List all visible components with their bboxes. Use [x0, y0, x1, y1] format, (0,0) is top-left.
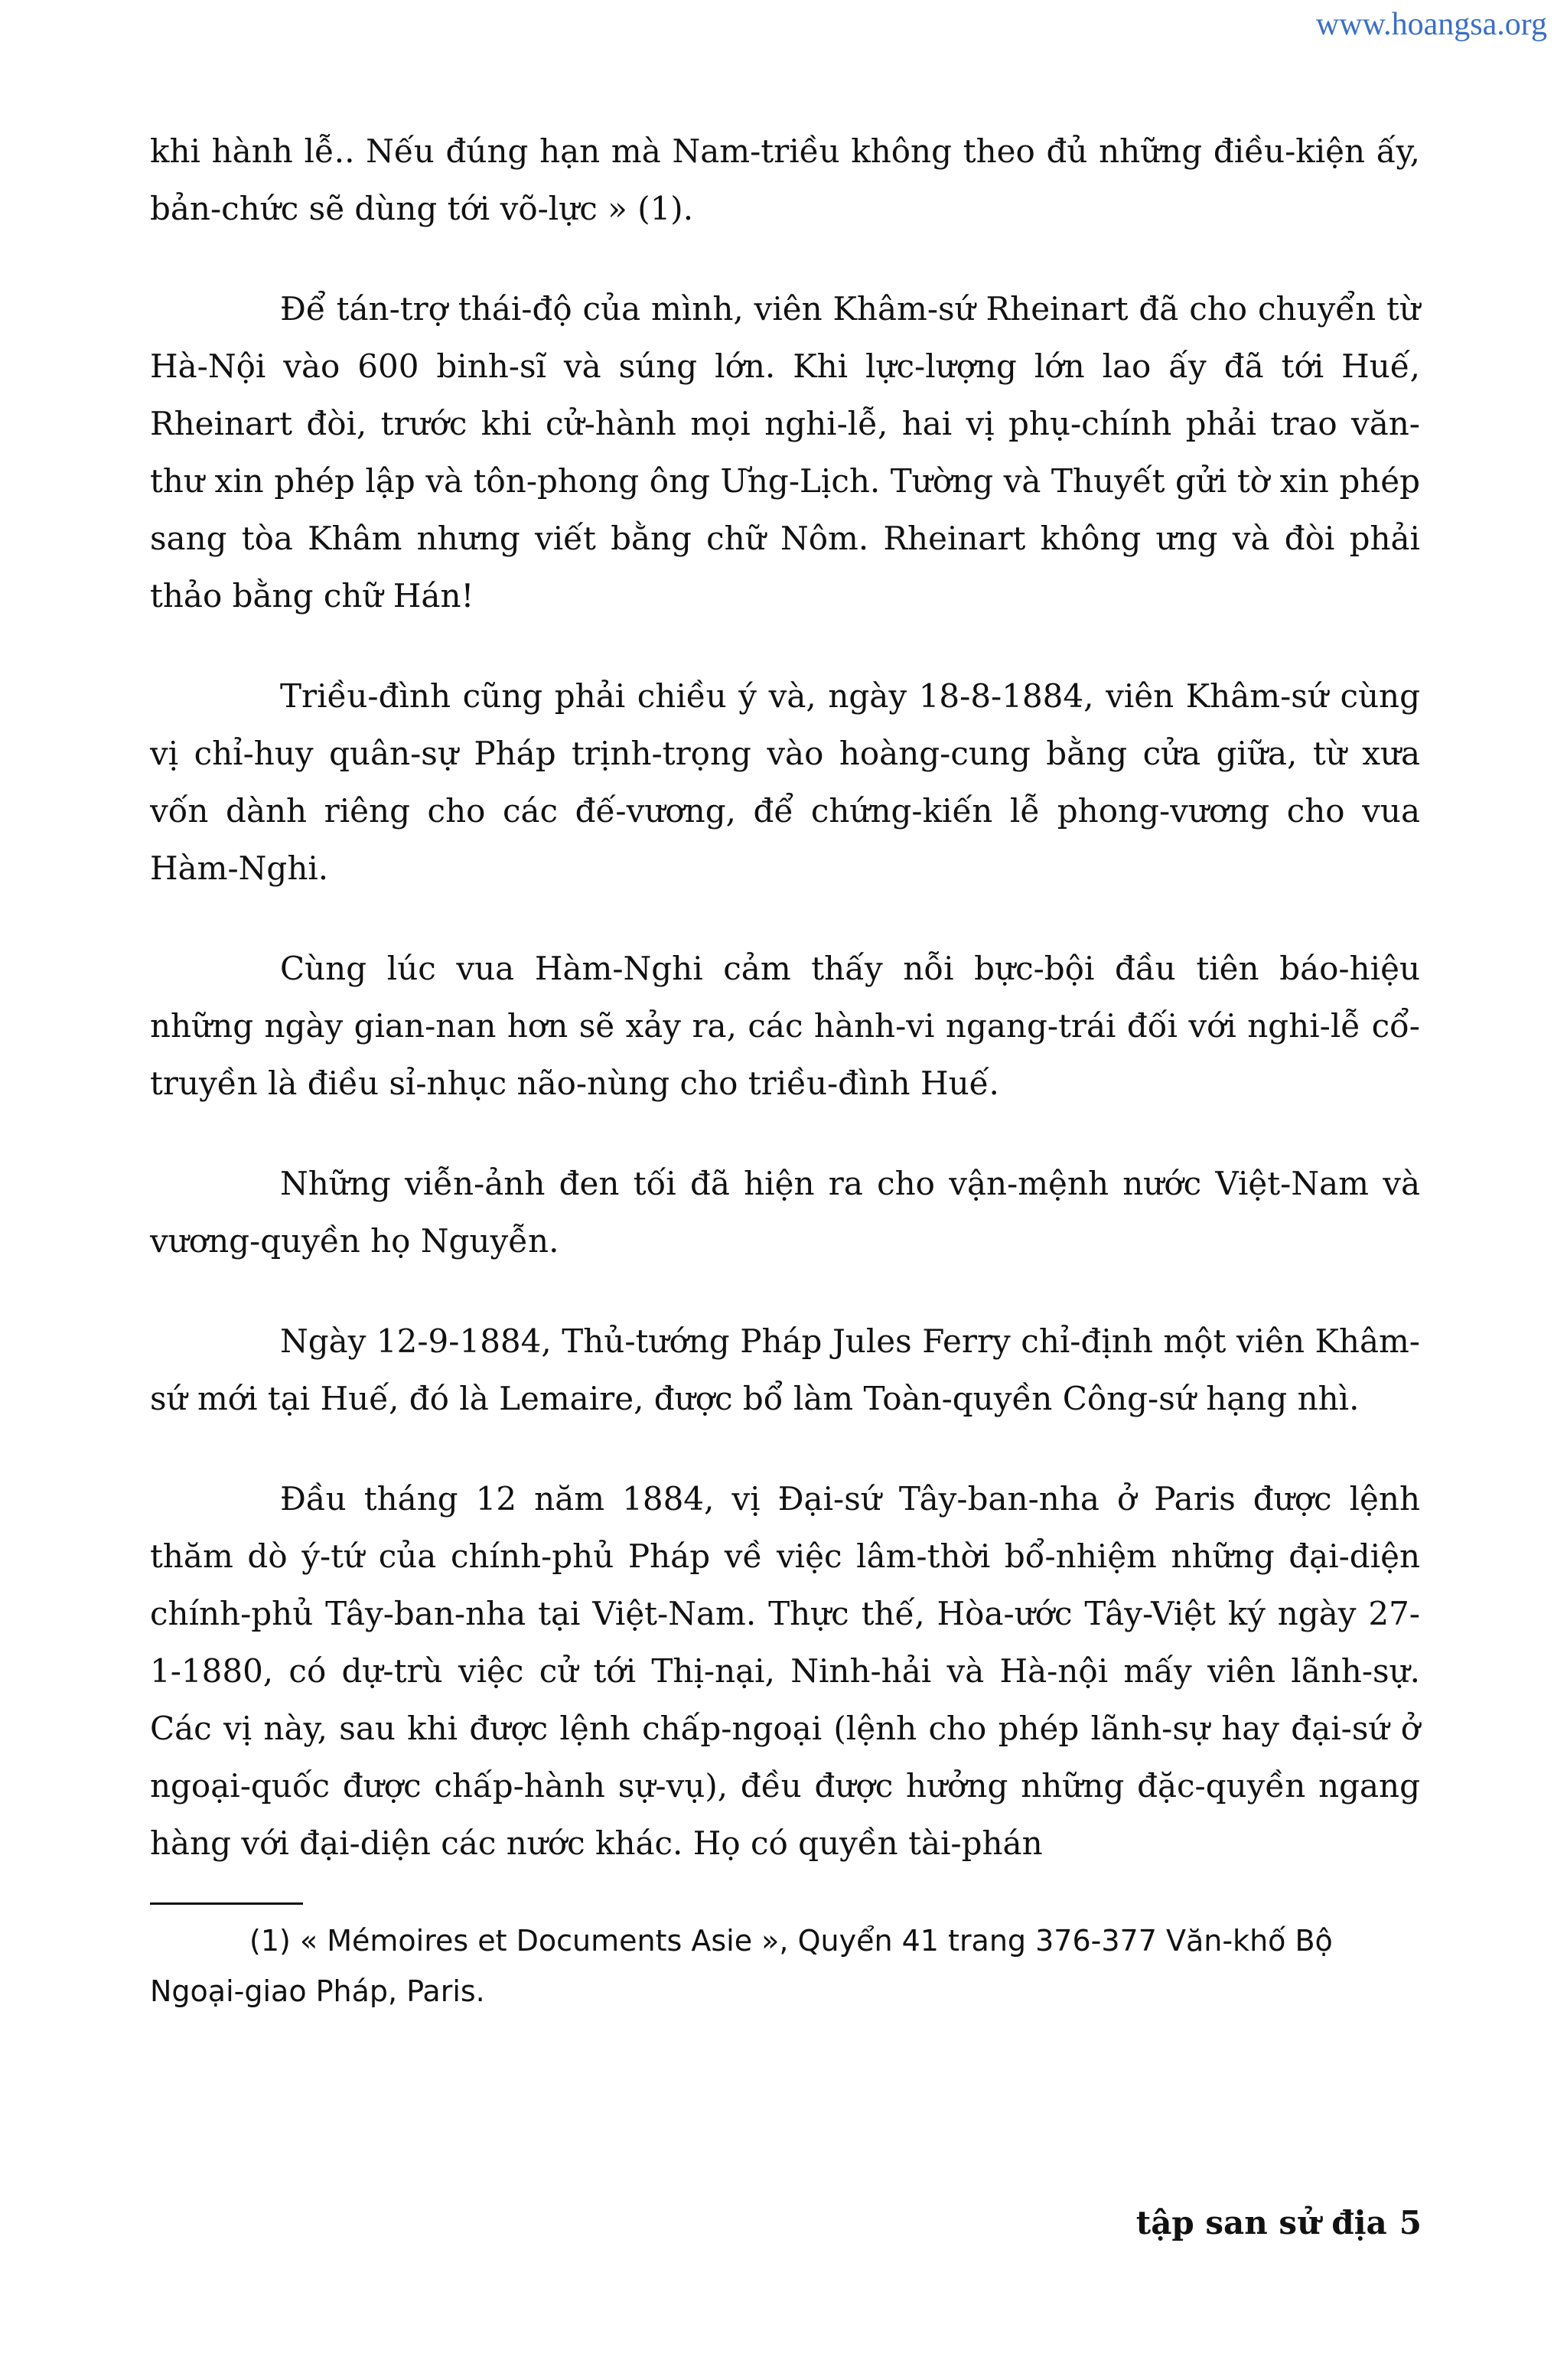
watermark[interactable]: www.hoangsa.org [1315, 7, 1547, 42]
page-body [150, 122, 1420, 2016]
paragraph-5: Những viễn-ảnh đen tối đã hiện ra cho vận-mệnh nước Việt-Nam và vương-quyền họ Nguyễn. [150, 1165, 1420, 1260]
paragraph-3: Triều-đình cũng phải chiều ý và, ngày 18-8-1884, viên Khâm-sứ cùng vị chỉ-huy quân-sự Pháp trịnh-trọng vào hoàng-cung bằng cửa giữa, từ xưa vốn dành riêng cho các đế-vương, để chứng-kiến lễ phong-vương cho vua Hàm-Nghi. [150, 677, 1420, 887]
page-footer [1136, 2204, 1422, 2241]
paragraph-7: Đầu tháng 12 năm 1884, vị Đại-sứ Tây-ban-nha ở Paris được lệnh thăm dò ý-tứ của chính-phủ Pháp về việc lâm-thời bổ-nhiệm những đại-diện chính-phủ Tây-ban-nha tại Việt-Nam. Thực thế, Hòa-ước Tây-Việt ký ngày 27-1-1880, có dự-trù việc cử tới Thị-nại, Ninh-hải và Hà-nội mấy viên lãnh-sự. Các vị này, sau khi được lệnh chấp-ngoại (lệnh cho phép lãnh-sự hay đại-sứ ở ngoại-quốc được chấp-hành sự-vụ), đều được hưởng những đặc-quyền ngang hàng với đại-diện các nước khác. Họ có quyền tài-phán [150, 1480, 1420, 1862]
paragraph-4: Cùng lúc vua Hàm-Nghi cảm thấy nỗi bực-bội đầu tiên báo-hiệu những ngày gian-nan hơn sẽ xảy ra, các hành-vi ngang-trái đối với nghi-lễ cổ-truyền là điều sỉ-nhục não-nùng cho triều-đình Huế. [150, 950, 1420, 1102]
footnote: (1) « Mémoires et Documents Asie », Quyển 41 trang 376-377 Văn-khố Bộ Ngoại-giao Pháp, Paris. [150, 1924, 1333, 2008]
page-number: 5 [1399, 2204, 1422, 2241]
paragraph-1: khi hành lễ.. Nếu đúng hạn mà Nam-triều không theo đủ những điều-kiện ấy, bản-chức sẽ dùng tới võ-lực » (1). [150, 132, 1420, 227]
paragraph-6: Ngày 12-9-1884, Thủ-tướng Pháp Jules Ferry chỉ-định một viên Khâm-sứ mới tại Huế, đó là Lemaire, được bổ làm Toàn-quyền Công-sứ hạng nhì. [150, 1322, 1420, 1417]
footnote-divider [150, 1902, 303, 1905]
paragraph-2: Để tán-trợ thái-độ của mình, viên Khâm-sứ Rheinart đã cho chuyển từ Hà-Nội vào 600 binh-sĩ và súng lớn. Khi lực-lượng lớn lao ấy đã tới Huế, Rheinart đòi, trước khi cử-hành mọi nghi-lễ, hai vị phụ-chính phải trao văn-thư xin phép lập và tôn-phong ông Ưng-Lịch. Tường và Thuyết gửi tờ xin phép sang tòa Khâm nhưng viết bằng chữ Nôm. Rheinart không ưng và đòi phải thảo bằng chữ Hán! [150, 290, 1420, 615]
journal-name: tập san sử địa [1135, 2204, 1387, 2241]
